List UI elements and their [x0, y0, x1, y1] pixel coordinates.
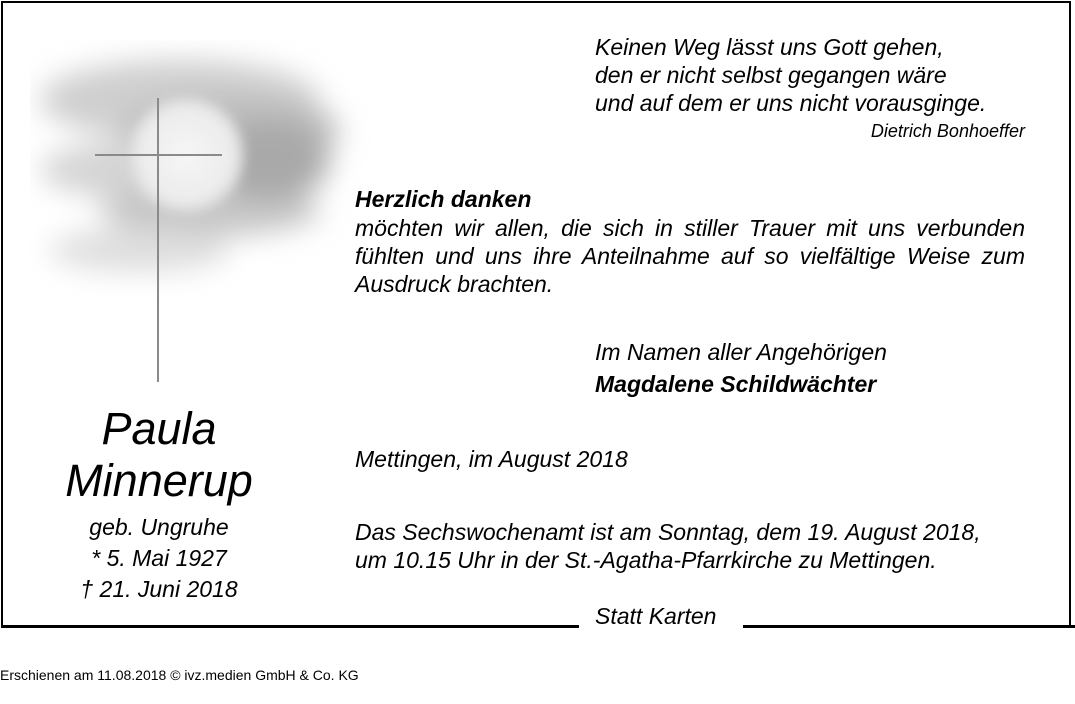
deceased-last-name: Minnerup [65, 455, 253, 506]
quote-line: den er nicht selbst gegangen wäre [595, 62, 947, 88]
quote-block [595, 33, 986, 117]
notice-line: um 10.15 Uhr in der St.-Agatha-Pfarrkirche zu Mettingen. [355, 547, 937, 573]
quote-line: Keinen Weg lässt uns Gott gehen, [595, 34, 944, 60]
birth-date: * 5. Mai 1927 [91, 545, 227, 571]
death-date: † 21. Juni 2018 [80, 576, 238, 602]
birth-name: geb. Ungruhe [89, 514, 229, 540]
bottom-rule-right [743, 625, 1075, 628]
quote-line: und auf dem er uns nicht vorausginge. [595, 90, 987, 116]
thanks-body: möchten wir allen, die sich in stiller Trauer mit uns verbunden fühlten und uns ihre Anteilnahme auf so vielfältige Weise zum Ausdruck brachten. [355, 215, 1025, 297]
place-date: Mettingen, im August 2018 [355, 446, 628, 472]
bottom-rule-left [1, 625, 579, 628]
deceased-first-name: Paula [101, 403, 217, 454]
signature-name: Magdalene Schildwächter [595, 371, 877, 397]
cross-moon-illustration [30, 40, 370, 390]
quote-author: Dietrich Bonhoeffer [870, 121, 1025, 141]
signature-intro: Im Namen aller Angehörigen [595, 339, 887, 365]
thanks-heading: Herzlich danken [355, 186, 532, 212]
publication-footer: Erschienen am 11.08.2018 © ivz.medien GmbH & Co. KG [0, 667, 359, 683]
notice-line: Das Sechswochenamt ist am Sonntag, dem 19. August 2018, [355, 519, 981, 545]
statt-karten-label: Statt Karten [595, 603, 717, 629]
mass-notice [355, 518, 1045, 574]
